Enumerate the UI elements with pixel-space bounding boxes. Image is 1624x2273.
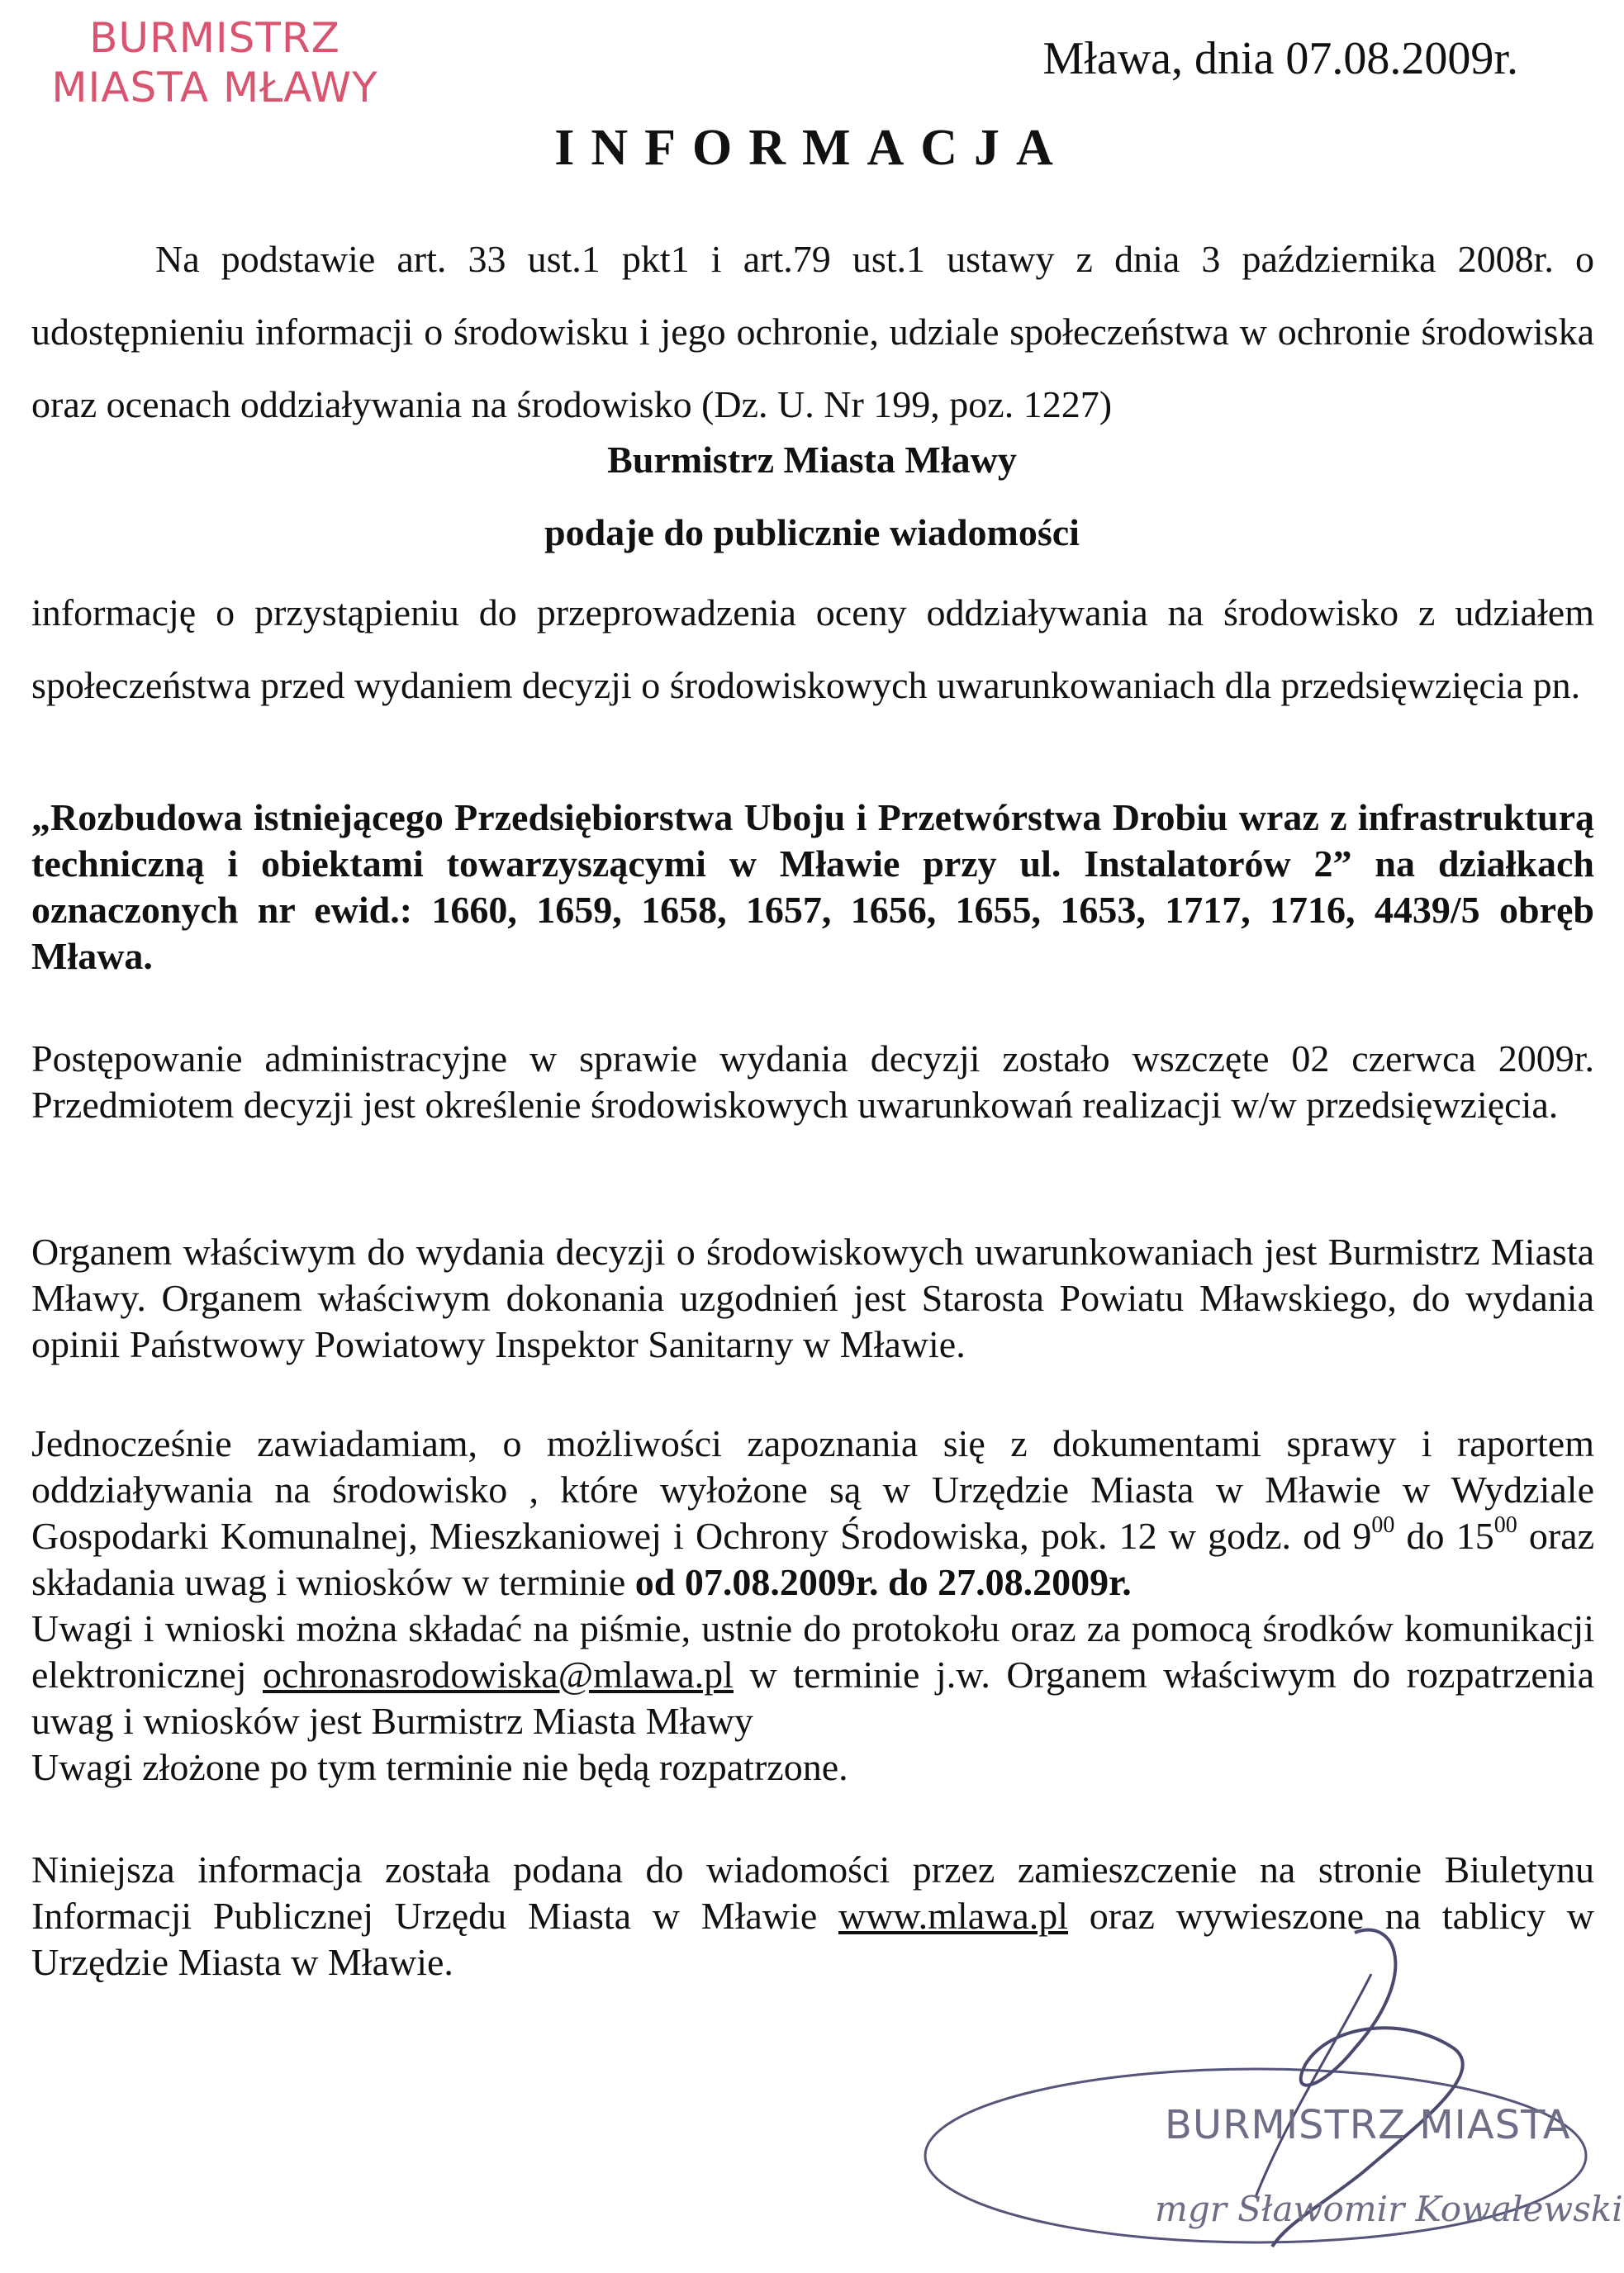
comments-text-b: w terminie j.w. Organem właściwym do rozpatrzenia uwag i wniosków jest Burmistrz Miasta Mławy: [31, 1654, 1594, 1742]
proceedings-paragraph: Postępowanie administracyjne w sprawie wydania decyzji zostało wszczęte 02 czerwca 2009r. Przedmiotem decyzji jest określenie środowiskowych uwarunkowań realizacji w/w przedsięwzięcia.: [31, 1037, 1594, 1126]
hours-to-sup: 00: [1493, 1512, 1517, 1538]
signature-stamp-title: BURMISTRZ MIASTA: [1165, 2102, 1571, 2148]
stamp-line-1: BURMISTRZ: [89, 14, 340, 62]
assessment-paragraph: informację o przystąpieniu do przeprowadzenia oceny oddziaływania na środowisko z udziałem społeczeństwa przed wydaniem decyzji o środowiskowych uwarunkowaniach dla przedsięwzięcia pn.: [31, 591, 1594, 706]
notice-text-a: Jednocześnie zawiadamiam, o możliwości zapoznania się z dokumentami sprawy i raportem oddziaływania na środowisko , które wyłożone są w Urzędzie Miasta w Mławie w Wydziale Gospodarki Komunalnej, Mieszkaniowej i Ochrony Środowiska, pok. 12 w godz. od 9: [31, 1422, 1594, 1557]
comments-text-a: Uwagi i wnioski można składać na piśmie, ustnie do protokołu oraz za pomocą środków komunikacji elektronicznej: [31, 1607, 1594, 1696]
publication-text-b: oraz wywieszone na tablicy w Urzędzie Miasta w Mławie.: [31, 1895, 1595, 1983]
notice-text-b: do 15: [1394, 1515, 1494, 1557]
comments-paragraph: [31, 1606, 1594, 1744]
legal-basis-paragraph: Na podstawie art. 33 ust.1 pkt1 i art.79 ust.1 ustawy z dnia 3 października 2008r. o udostępnieniu informacji o środowisku i jego ochronie, udziale społeczeństwa w ochronie środowiska oraz ocenach oddziaływania na środowisko (Dz. U. Nr 199, poz. 1227): [31, 238, 1594, 425]
hours-from-sup: 00: [1371, 1512, 1395, 1538]
issuer-heading: Burmistrz Miasta Mławy: [607, 439, 1017, 481]
signatory-name: mgr Sławomir Kowalewski: [1155, 2189, 1623, 2229]
announcement-heading: podaje do publicznie wiadomości: [544, 511, 1080, 553]
project-description: „Rozbudowa istniejącego Przedsiębiorstwa Uboju i Przetwórstwa Drobiu wraz z infrastrukturą techniczną i obiektami towarzyszącymi w Mławie przy ul. Instalatorów 2” na działkach oznaczonych nr ewid.: 1660, 1659, 1658, 1657, 1656, 1655, 1653, 1717, 1716, 4439/5 obręb Mława.: [31, 796, 1594, 977]
deadline-dates: od 07.08.2009r. do 27.08.2009r.: [634, 1561, 1132, 1603]
late-comments-note: Uwagi złożone po tym terminie nie będą rozpatrzone.: [31, 1746, 848, 1788]
notice-text-c: oraz składania uwag i wniosków w terminie: [31, 1515, 1594, 1603]
email-link[interactable]: ochronasrodowiska@mlawa.pl: [263, 1654, 734, 1696]
website-link[interactable]: www.mlawa.pl: [838, 1895, 1069, 1937]
notice-paragraph: [31, 1421, 1594, 1791]
publication-text-a: Niniejsza informacja została podana do wiadomości przez zamieszczenie na stronie Biuletynu Informacji Publicznej Urzędu Miasta w Mławie: [31, 1848, 1594, 1937]
document-title: INFORMACJA: [554, 120, 1070, 176]
stamp-line-2: MIASTA MŁAWY: [51, 64, 378, 112]
official-stamp: [50, 13, 380, 112]
authority-paragraph: Organem właściwym do wydania decyzji o środowiskowych uwarunkowaniach jest Burmistrz Miasta Mławy. Organem właściwym dokonania uzgodnień jest Starosta Powiatu Mławskiego, do wydania opinii Państwowy Powiatowy Inspektor Sanitarny w Mławie.: [31, 1231, 1594, 1365]
document-date: Mława, dnia 07.08.2009r.: [1042, 33, 1518, 84]
